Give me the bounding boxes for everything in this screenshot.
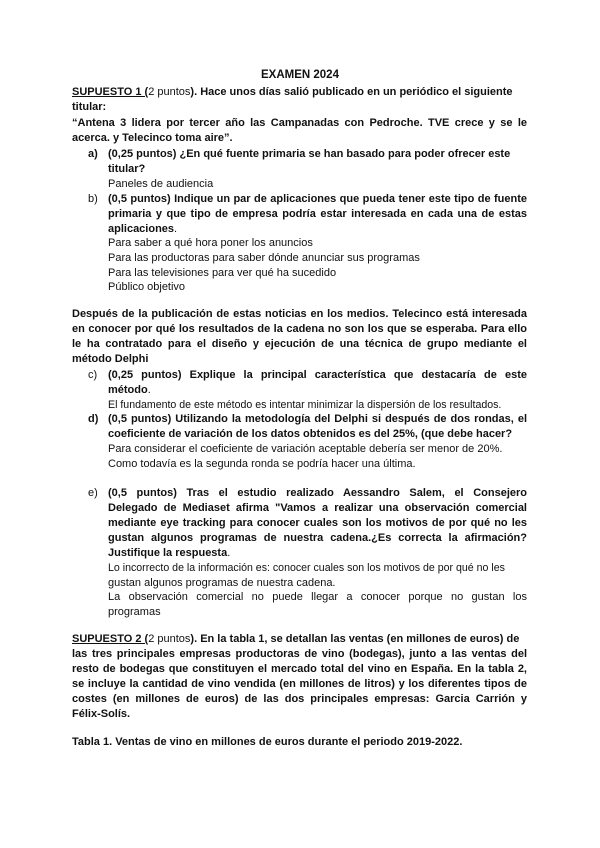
question-a-line-1: (0,25 puntos) ¿En qué fuente primaria se han basado para poder ofrecer este — [108, 148, 511, 160]
s1-heading — [72, 85, 513, 100]
question-b-line-1: (0,5 puntos) Indique un par de aplicaciones que pueda tener este tipo de fuente — [108, 193, 527, 205]
s2-heading-points: 2 puntos — [148, 633, 191, 645]
question-c-line-2 — [108, 383, 151, 398]
question-b-line-3-end: . — [174, 223, 178, 235]
s2-heading — [72, 632, 519, 647]
question-b-line-3-text: aplicaciones — [108, 223, 175, 235]
question-e-marker: e) — [88, 487, 98, 499]
answer-d-2: Como todavía es la segunda ronda se podría hacer una última. — [108, 458, 416, 470]
s2-line-4: costes (en millones de euros) de las dos principales empresas: Garcia Carrión y — [72, 693, 527, 705]
answer-a: Paneles de audiencia — [108, 178, 214, 190]
question-e-line-5-end: . — [227, 547, 231, 559]
answer-e-1: Lo incorrecto de la información es: conocer cuales son los motivos de por qué no les — [108, 562, 505, 574]
answer-b-4: Público objetivo — [108, 281, 186, 293]
question-e-line-3: mediante eye tracking para conocer cuales son los motivos de por qué no les — [108, 517, 527, 529]
answer-b-3: Para las televisiones para ver qué ha sucedido — [108, 267, 337, 279]
context-line-3: le ha contratado para el diseño y ejecución de una técnica de grupo mediante el — [72, 338, 527, 350]
context-line-4: método Delphi — [72, 353, 149, 365]
question-e-line-4: gustan algunos programas de nuestra cadena.¿Es correcta la afirmación? — [108, 532, 527, 544]
question-b-marker: b) — [88, 193, 98, 205]
s2-line-5: Félix-Solís. — [72, 708, 131, 720]
answer-d-1: Para considerar el coeficiente de variación aceptable debería ser menor de 20%. — [108, 443, 503, 455]
answer-b-1: Para saber a qué hora poner los anuncios — [108, 237, 313, 249]
question-c-line-1: (0,25 puntos) Explique la principal característica que destacaría de este — [108, 369, 527, 381]
question-b-line-3 — [108, 222, 177, 237]
s2-line-2: resto de bodegas que constituyen el mercado total del vino en España. En la tabla 2, — [72, 663, 527, 675]
question-c-marker: c) — [88, 369, 98, 381]
question-d-line-2: coeficiente de variación de los datos obtenidos es del 25%, (que debe hacer? — [108, 428, 513, 440]
exam-title: EXAMEN 2024 — [261, 69, 339, 81]
question-d-marker: d) — [88, 413, 99, 425]
s2-line-3: se incluye la cantidad de vino vendida (en millones de litros) y los diferentes tipos de — [72, 678, 527, 690]
context-line-1: Después de la publicación de estas noticias en los medios. Telecinco está interesada — [72, 308, 527, 320]
s1-headline-1: “Antena 3 lidera por tercer año las Campanadas con Pedroche. TVE crece y se le — [72, 117, 527, 129]
question-a-marker: a) — [88, 148, 98, 160]
table-1-caption: Tabla 1. Ventas de vino en millones de euros durante el periodo 2019-2022. — [72, 736, 463, 748]
s1-headline-2: acerca. y Telecinco toma aire”. — [72, 132, 233, 144]
question-c-line-2-text: método — [108, 384, 148, 396]
answer-e-4: programas — [108, 606, 161, 618]
s1-intro-2: titular: — [72, 101, 107, 113]
question-c-line-2-end: . — [147, 384, 151, 396]
s2-intro-1: ). En la tabla 1, se detallan las ventas (en millones de euros) de — [190, 633, 520, 645]
s1-heading-points: 2 puntos — [148, 86, 191, 98]
question-e-line-5-text: Justifique la respuesta — [108, 547, 228, 559]
answer-c: El fundamento de este método es intentar minimizar la dispersión de los resultados. — [108, 399, 502, 411]
question-d-line-1: (0,5 puntos) Utilizando la metodología del Delphi si después de dos rondas, el — [108, 413, 527, 425]
s1-intro-1: ). Hace unos días salió publicado en un periódico el siguiente — [190, 86, 513, 98]
context-line-2: en conocer por qué los resultados de la cadena no son los que se esperaba. Para ello — [72, 323, 527, 335]
question-e-line-5 — [108, 546, 230, 561]
question-e-line-1: (0,5 puntos) Tras el estudio realizado Aessandro Salem, el Consejero — [108, 487, 527, 499]
s2-line-1: las tres principales empresas productoras de vino (bodegas), junto a las ventas del — [72, 648, 527, 660]
question-e-line-2: Delegado de Mediaset afirma "Vamos a realizar una observación comercial — [108, 502, 527, 514]
question-b-line-2: primaria y que tipo de empresa podría estar interesada en cada una de estas — [108, 208, 527, 220]
question-a-line-2: titular? — [108, 163, 146, 175]
answer-e-2: gustan algunos programas de nuestra cadena. — [108, 577, 336, 589]
s2-heading-label: SUPUESTO 2 ( — [72, 633, 149, 645]
answer-e-3: La observación comercial no puede llegar a conocer porque no gustan los — [108, 591, 527, 603]
answer-b-2: Para las productoras para saber dónde anunciar sus programas — [108, 252, 420, 264]
s1-heading-label: SUPUESTO 1 ( — [72, 86, 149, 98]
